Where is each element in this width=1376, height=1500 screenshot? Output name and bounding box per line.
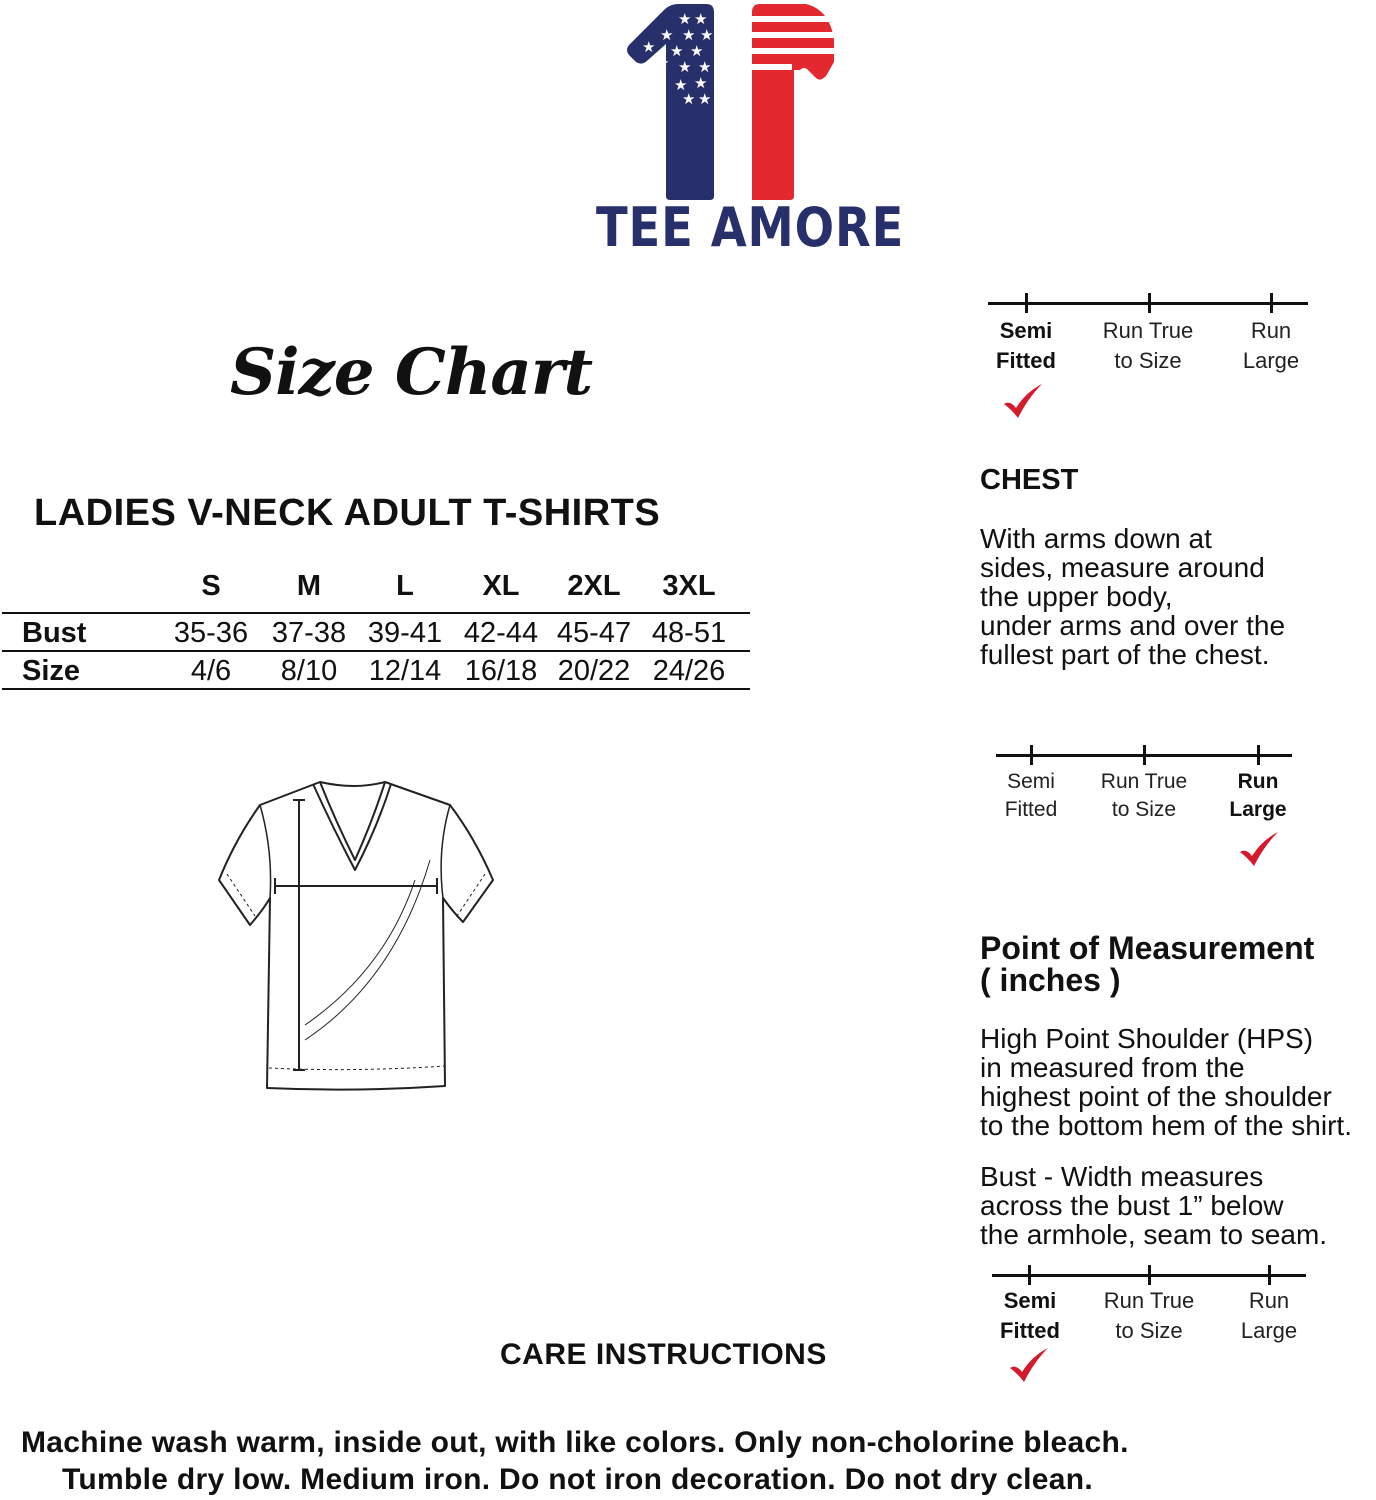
row-label-size: Size: [22, 655, 81, 687]
table-divider: [2, 650, 750, 652]
svg-text:★: ★: [698, 90, 712, 108]
svg-text:★: ★: [694, 10, 708, 28]
check-mark-icon: [1002, 382, 1044, 422]
svg-text:★: ★: [674, 76, 688, 94]
scale-tick: [1270, 293, 1273, 313]
bust-cell: 45-47: [556, 617, 632, 649]
care-line-2: Tumble dry low. Medium iron. Do not iron decoration. Do not dry clean.: [62, 1463, 1094, 1496]
size-cell: 12/14: [368, 655, 442, 687]
svg-text:★: ★: [642, 38, 656, 56]
check-mark-icon: [1008, 1346, 1050, 1386]
table-divider: [2, 688, 750, 690]
size-cell: 4/6: [190, 655, 232, 687]
bust-cell: 35-36: [173, 617, 249, 649]
label-line: Semi: [999, 318, 1053, 343]
heading-line: Point of Measurement: [980, 930, 1315, 966]
fit-label-semi-fitted: [970, 1286, 1090, 1346]
header-size-s: S: [201, 570, 221, 602]
text-line: fullest part of the chest.: [980, 639, 1270, 670]
label-line: Run True: [1102, 318, 1194, 343]
header-size-3xl: 3XL: [662, 570, 716, 602]
size-cell: 16/18: [464, 655, 538, 687]
fit-label-semi-fitted: [966, 316, 1086, 376]
scale-tick: [1268, 1265, 1271, 1285]
hps-description: [980, 1024, 1376, 1140]
label-line: Semi: [1007, 770, 1055, 793]
size-cell: 24/26: [652, 655, 726, 687]
table-title: LADIES V-NECK ADULT T-SHIRTS: [34, 492, 661, 534]
svg-text:★: ★: [670, 42, 684, 60]
text-line: the armhole, seam to seam.: [980, 1219, 1328, 1250]
care-title: CARE INSTRUCTIONS: [500, 1338, 827, 1371]
scale-tick: [1148, 293, 1151, 313]
bust-cell: 37-38: [271, 617, 347, 649]
header-size-m: M: [296, 570, 322, 602]
label-line: Large: [1229, 798, 1287, 821]
care-line-1: Machine wash warm, inside out, with like colors. Only non-cholorine bleach.: [21, 1426, 1129, 1459]
brand-name: TEE AMORE: [596, 196, 905, 259]
fit-label-semi-fitted: [971, 768, 1091, 824]
label-line: Run: [1248, 1288, 1290, 1313]
svg-text:★: ★: [690, 42, 704, 60]
text-line: With arms down at: [980, 523, 1212, 554]
label-line: Fitted: [996, 348, 1056, 373]
label-line: to Size: [1114, 348, 1182, 373]
svg-text:★: ★: [700, 26, 714, 44]
svg-text:★: ★: [678, 10, 692, 28]
text-line: under arms and over the: [980, 610, 1286, 641]
size-cell: 20/22: [557, 655, 631, 687]
bust-description: [980, 1162, 1376, 1249]
chest-heading: CHEST: [980, 464, 1079, 496]
svg-text:★: ★: [656, 54, 670, 72]
label-line: Large: [1242, 348, 1300, 373]
header-size-2xl: 2XL: [567, 570, 621, 602]
text-line: in measured from the: [980, 1052, 1245, 1083]
label-line: Run True: [1100, 770, 1188, 793]
label-line: Semi: [1003, 1288, 1057, 1313]
measurement-heading: [980, 932, 1314, 996]
svg-text:★: ★: [682, 26, 696, 44]
label-line: Run True: [1103, 1288, 1195, 1313]
bust-cell: 48-51: [651, 617, 727, 649]
text-line: across the bust 1” below: [980, 1190, 1284, 1221]
text-line: High Point Shoulder (HPS): [980, 1023, 1314, 1054]
bust-cell: 39-41: [367, 617, 443, 649]
label-line: Run: [1250, 318, 1292, 343]
check-mark-icon: [1238, 830, 1280, 870]
label-line: to Size: [1111, 798, 1177, 821]
fit-label-run-true-to-size: [1089, 1286, 1209, 1346]
svg-text:★: ★: [698, 58, 712, 76]
label-line: Run: [1237, 770, 1279, 793]
header-size-xl: XL: [482, 570, 520, 602]
row-label-bust: Bust: [22, 617, 87, 649]
v-neck-tshirt-measurement-icon: [205, 770, 505, 1100]
label-line: to Size: [1115, 1318, 1183, 1343]
chest-description: [980, 524, 1370, 669]
bust-cell: 42-44: [463, 617, 539, 649]
svg-text:★: ★: [678, 58, 692, 76]
fit-label-run-large: [1198, 768, 1318, 824]
scale-tick: [1257, 745, 1260, 765]
size-cell: 8/10: [280, 655, 338, 687]
text-line: Bust - Width measures: [980, 1161, 1264, 1192]
fit-scale-3: [992, 1262, 1322, 1412]
fit-label-run-true-to-size: [1088, 316, 1208, 376]
label-line: Fitted: [1000, 1318, 1060, 1343]
svg-text:★: ★: [660, 26, 674, 44]
table-divider: [2, 612, 750, 614]
label-line: Fitted: [1004, 798, 1058, 821]
scale-tick: [1028, 1265, 1031, 1285]
fit-label-run-large: [1211, 316, 1331, 376]
text-line: highest point of the shoulder: [980, 1081, 1332, 1112]
heading-line: ( inches ): [980, 962, 1121, 998]
svg-text:★: ★: [682, 90, 696, 108]
fit-label-run-true-to-size: [1084, 768, 1204, 824]
header-size-l: L: [396, 570, 414, 602]
text-line: the upper body,: [980, 581, 1173, 612]
text-line: to the bottom hem of the shirt.: [980, 1110, 1352, 1141]
flag-number-one-logo-icon: [590, 0, 880, 205]
svg-text:★: ★: [694, 74, 708, 92]
scale-tick: [1143, 745, 1146, 765]
label-line: Large: [1240, 1318, 1298, 1343]
fit-label-run-large: [1209, 1286, 1329, 1346]
scale-tick: [1025, 293, 1028, 313]
scale-tick: [1030, 745, 1033, 765]
size-chart-title: Size Chart: [230, 335, 593, 410]
fit-scale-1: [988, 290, 1318, 440]
scale-tick: [1148, 1265, 1151, 1285]
text-line: sides, measure around: [980, 552, 1265, 583]
fit-scale-2: [996, 742, 1326, 892]
